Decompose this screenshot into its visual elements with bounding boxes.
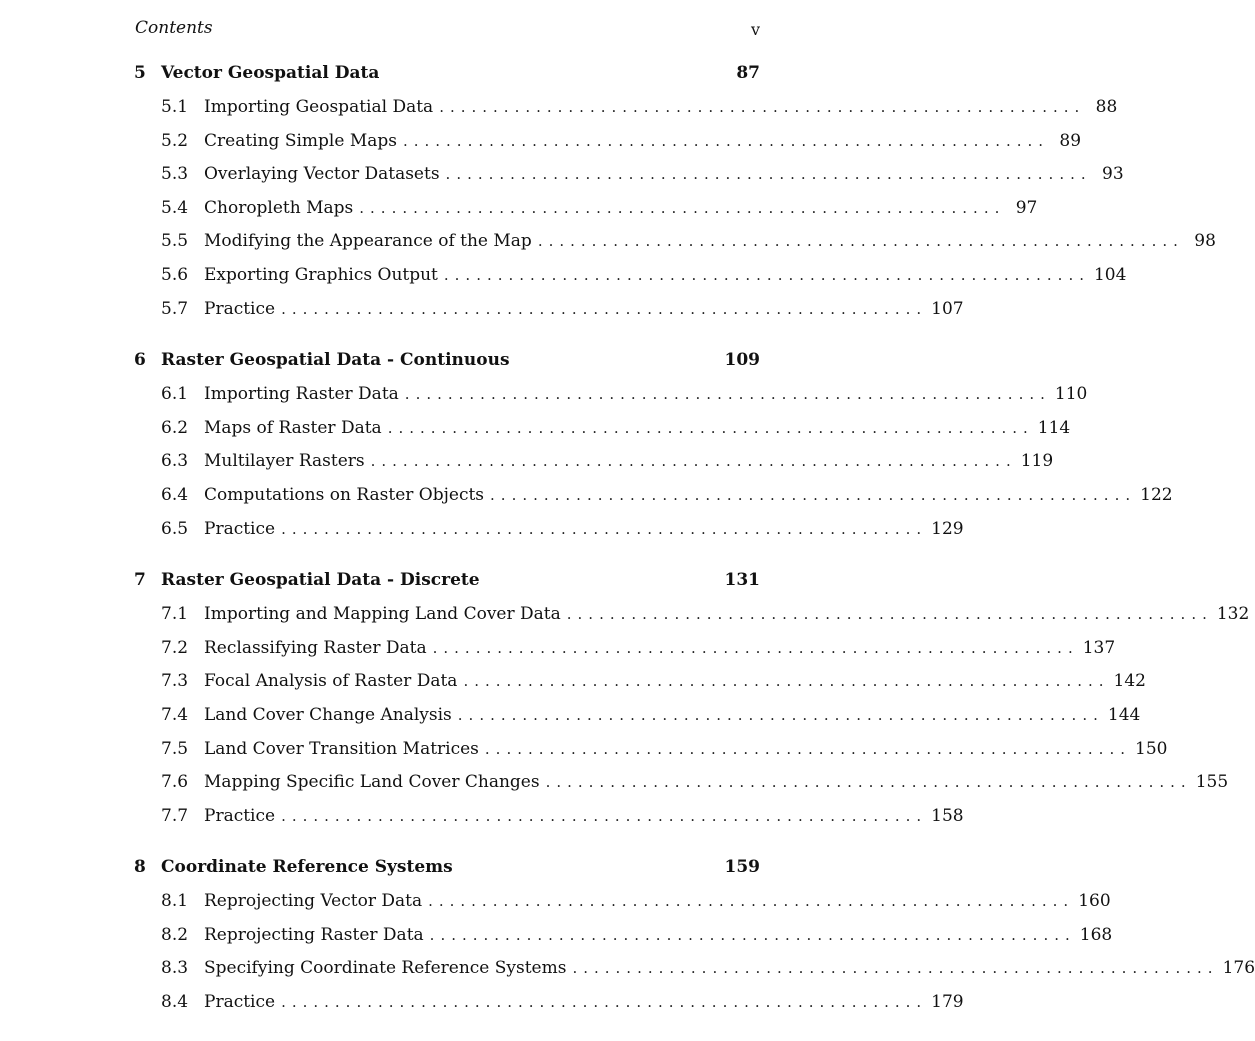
section-line [204, 989, 964, 1015]
dot-leader: ............................................................ [484, 739, 1131, 758]
section-line [204, 296, 964, 322]
section-page-number: 107 [931, 298, 964, 319]
chapter-page-number: 109 [724, 350, 760, 371]
chapter-number: 8 [134, 857, 146, 878]
section-line [204, 228, 1216, 254]
section-title: Practice [204, 518, 276, 539]
toc-section-entry[interactable] [132, 448, 1054, 482]
section-number: 7.2 [161, 637, 189, 658]
toc-section-entry[interactable] [132, 482, 1173, 516]
dot-leader: ............................................................ [281, 299, 928, 318]
chapter-page-number: 131 [724, 570, 760, 591]
section-title: Reprojecting Vector Data [204, 891, 423, 912]
section-number: 8.3 [161, 958, 189, 979]
section-line [204, 482, 1173, 508]
dot-leader: ............................................................ [463, 672, 1110, 691]
section-title: Choropleth Maps [204, 197, 354, 218]
section-title: Maps of Raster Data [204, 417, 382, 438]
dot-leader: ............................................................ [443, 265, 1090, 284]
section-title: Practice [204, 992, 276, 1013]
section-line [204, 668, 1146, 694]
section-page-number: 160 [1078, 891, 1111, 912]
section-number: 6.5 [161, 518, 189, 539]
toc-section-entry[interactable] [132, 635, 1116, 669]
section-line [204, 769, 1229, 795]
section-line [204, 888, 1111, 914]
chapter-page-number: 159 [724, 857, 760, 878]
dot-leader: ............................................................ [439, 98, 1086, 116]
section-line [204, 803, 964, 829]
toc-chapter-entry[interactable] [132, 347, 760, 373]
chapter-title: Vector Geospatial Data [161, 63, 380, 83]
toc-section-entry[interactable] [132, 262, 1127, 296]
section-line [204, 415, 1071, 441]
section-title: Exporting Graphics Output [204, 264, 438, 285]
section-line [204, 94, 1118, 120]
section-title: Specifying Coordinate Reference Systems [204, 958, 567, 979]
section-number: 7.4 [161, 704, 189, 725]
section-number: 7.6 [161, 772, 189, 793]
toc-section-entry[interactable] [132, 601, 1250, 635]
toc-section-entry[interactable] [132, 989, 964, 1023]
section-line [204, 516, 964, 542]
toc-section-entry[interactable] [132, 736, 1168, 770]
section-line [204, 195, 1038, 221]
section-page-number: 89 [1059, 130, 1082, 151]
section-title: Modifying the Appearance of the Map [204, 231, 532, 252]
toc-section-entry[interactable] [132, 702, 1141, 736]
running-head [135, 18, 760, 46]
dot-leader: ............................................................ [545, 773, 1192, 792]
section-page-number: 142 [1113, 671, 1146, 692]
section-number: 7.5 [161, 738, 189, 759]
toc-section-entry[interactable] [132, 955, 1255, 989]
section-number: 7.7 [161, 805, 189, 826]
dot-leader: ............................................................ [387, 418, 1034, 437]
section-number: 5.6 [161, 264, 189, 285]
section-line [204, 381, 1088, 407]
toc-chapter [132, 567, 1250, 836]
toc-section-entry[interactable] [132, 94, 1118, 128]
toc-section-entry[interactable] [132, 516, 964, 550]
section-title: Importing Geospatial Data [204, 97, 434, 117]
dot-leader: ............................................................ [490, 485, 1137, 504]
section-page-number: 88 [1095, 97, 1118, 117]
toc-section-entry[interactable] [132, 161, 1124, 195]
section-title: Focal Analysis of Raster Data [204, 671, 458, 692]
toc-section-entry[interactable] [132, 668, 1146, 702]
section-line [204, 922, 1113, 948]
section-page-number: 176 [1222, 958, 1255, 979]
section-number: 5.2 [161, 130, 189, 151]
section-number: 5.1 [161, 97, 189, 117]
section-title: Mapping Specific Land Cover Changes [204, 772, 540, 793]
section-number: 6.2 [161, 417, 189, 438]
section-number: 5.3 [161, 164, 189, 185]
section-page-number: 168 [1079, 924, 1113, 945]
table-of-contents [132, 60, 1255, 1041]
toc-section-entry[interactable] [132, 296, 964, 330]
chapter-page-number: 87 [736, 63, 760, 83]
dot-leader: ............................................................ [566, 605, 1213, 624]
dot-leader: ............................................................ [445, 165, 1092, 184]
section-number: 8.4 [161, 992, 189, 1013]
section-page-number: 179 [931, 992, 964, 1013]
chapter-number: 5 [134, 63, 146, 83]
section-title: Importing and Mapping Land Cover Data [204, 604, 561, 625]
section-page-number: 137 [1082, 637, 1116, 658]
toc-section-entry[interactable] [132, 228, 1216, 262]
dot-leader: ............................................................ [537, 232, 1184, 251]
section-title: Land Cover Change Analysis [204, 704, 452, 725]
toc-chapter-entry[interactable] [132, 567, 760, 593]
dot-leader: ............................................................ [281, 519, 928, 538]
section-page-number: 132 [1216, 604, 1250, 625]
section-line [204, 448, 1054, 474]
dot-leader: ............................................................ [428, 892, 1075, 911]
section-title: Practice [204, 805, 276, 826]
running-head-title: Contents [135, 18, 213, 38]
toc-chapter-entry[interactable] [132, 60, 760, 86]
section-number: 7.3 [161, 671, 189, 692]
dot-leader: ............................................................ [457, 705, 1104, 724]
toc-section-entry[interactable] [132, 128, 1082, 162]
section-number: 8.2 [161, 924, 189, 945]
dot-leader: ............................................................ [281, 993, 928, 1012]
section-page-number: 98 [1194, 231, 1216, 252]
section-page-number: 104 [1093, 264, 1127, 285]
chapter-number: 7 [134, 570, 146, 591]
section-number: 7.1 [161, 604, 189, 625]
section-page-number: 93 [1102, 164, 1124, 185]
section-title: Creating Simple Maps [204, 130, 397, 151]
dot-leader: ............................................................ [432, 638, 1079, 657]
section-page-number: 158 [931, 805, 964, 826]
section-page-number: 144 [1107, 704, 1141, 725]
section-title: Reprojecting Raster Data [204, 924, 424, 945]
section-page-number: 129 [931, 518, 964, 539]
toc-chapter [132, 854, 1255, 1022]
dot-leader: ............................................................ [429, 925, 1076, 944]
section-line [204, 736, 1168, 762]
toc-section-entry[interactable] [132, 769, 1229, 803]
section-title: Importing Raster Data [204, 384, 399, 405]
chapter-number: 6 [134, 350, 146, 371]
section-page-number: 119 [1020, 451, 1054, 472]
section-page-number: 110 [1054, 384, 1088, 405]
dot-leader: ............................................................ [572, 959, 1219, 978]
section-number: 6.3 [161, 451, 189, 472]
toc-section-entry[interactable] [132, 195, 1038, 229]
section-line [204, 128, 1082, 154]
section-number: 8.1 [161, 891, 189, 912]
section-page-number: 122 [1140, 484, 1173, 505]
section-line [204, 601, 1250, 627]
section-title: Computations on Raster Objects [204, 484, 485, 505]
section-number: 5.4 [161, 197, 189, 218]
section-line [204, 161, 1124, 187]
section-page-number: 150 [1135, 738, 1168, 759]
section-title: Multilayer Rasters [204, 451, 365, 472]
toc-section-entry[interactable] [132, 888, 1111, 922]
toc-chapter-entry[interactable] [132, 854, 760, 880]
toc-chapter [132, 347, 1173, 549]
dot-leader: ............................................................ [370, 452, 1017, 471]
section-number: 5.7 [161, 298, 189, 319]
toc-section-entry[interactable] [132, 381, 1088, 415]
toc-section-entry[interactable] [132, 415, 1071, 449]
section-line [204, 262, 1127, 288]
section-line [204, 702, 1141, 728]
toc-chapter [132, 60, 1216, 329]
section-title: Practice [204, 298, 276, 319]
dot-leader: ............................................................ [281, 806, 928, 825]
chapter-title: Raster Geospatial Data - Discrete [161, 570, 480, 591]
toc-section-entry[interactable] [132, 803, 964, 837]
section-title: Overlaying Vector Datasets [204, 164, 440, 185]
section-page-number: 97 [1015, 197, 1038, 218]
chapter-title: Coordinate Reference Systems [161, 857, 453, 878]
dot-leader: ............................................................ [402, 131, 1050, 150]
section-title: Reclassifying Raster Data [204, 637, 427, 658]
section-line [204, 635, 1116, 661]
chapter-title: Raster Geospatial Data - Continuous [161, 350, 510, 371]
section-line [204, 955, 1255, 981]
page-folio: v [750, 20, 760, 39]
section-number: 5.5 [161, 231, 189, 252]
dot-leader: ............................................................ [359, 198, 1006, 217]
section-title: Land Cover Transition Matrices [204, 738, 479, 759]
section-number: 6.1 [161, 384, 189, 405]
dot-leader: ............................................................ [404, 385, 1051, 404]
section-number: 6.4 [161, 484, 189, 505]
toc-section-entry[interactable] [132, 922, 1113, 956]
section-page-number: 114 [1037, 417, 1071, 438]
section-page-number: 155 [1195, 772, 1229, 793]
